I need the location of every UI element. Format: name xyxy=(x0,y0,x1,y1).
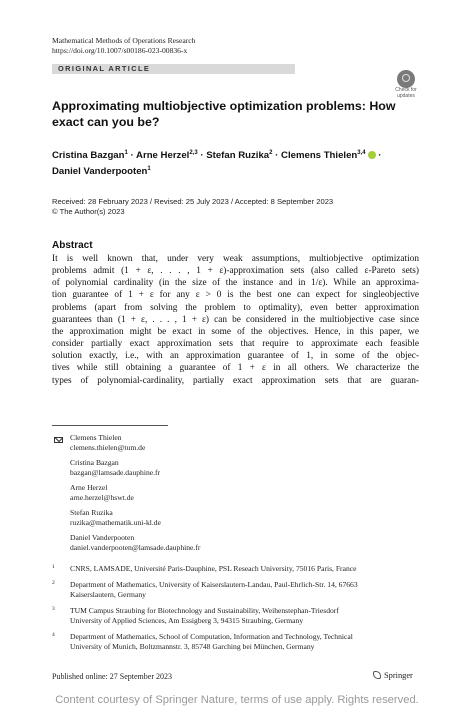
journal-name: Mathematical Methods of Operations Research xyxy=(52,36,196,45)
affiliation-number: 2 xyxy=(52,580,55,586)
abstract-line: problems admit (1 + ε, . . . , 1 + ε)-approximation sets (also called ε-Pareto sets) xyxy=(52,266,419,277)
contact-list xyxy=(70,433,200,558)
abstract-line: types of polynomial-cardinality, partially exact approximation sets that are guaran- xyxy=(52,375,419,386)
contact-email[interactable]: ruzika@mathematik.uni-kl.de xyxy=(70,518,161,527)
abstract-line: tives while still obtaining a guarantee of 1 + ε in all others. We characterize the xyxy=(52,363,419,374)
copyright-line: © The Author(s) 2023 xyxy=(52,207,125,216)
courtesy-notice: Content courtesy of Springer Nature, terms of use apply. Rights reserved. xyxy=(55,694,419,706)
footnote-divider xyxy=(52,425,168,426)
contact-entry xyxy=(70,533,200,553)
article-title: Approximating multiobjective optimization problems: How exact can you be? xyxy=(52,99,396,129)
affiliation-entry: 1 CNRS, LAMSADE, Université Paris-Dauphine, PSL Reseach University, 75016 Paris, France xyxy=(52,564,357,573)
abstract-heading: Abstract xyxy=(52,240,93,251)
abstract-line: consider partially exact approximation sets that require to approximate each feasible xyxy=(52,339,419,350)
author-name[interactable]: Cristina Bazgan$^1$ xyxy=(52,150,128,161)
journal-header xyxy=(52,36,195,56)
doi-link[interactable]: https://doi.org/10.1007/s00186-023-00836-x xyxy=(52,46,188,55)
abstract-body xyxy=(52,253,419,387)
contact-name: Stefan Ruzika xyxy=(70,508,113,517)
abstract-line: solution exactly, i.e., with an approximation guarantee of 1, in some of the objec- xyxy=(52,351,419,362)
article-dates xyxy=(52,197,333,217)
affiliation-entry: 2 Department of Mathematics, University of Kaiserslautern-Landau, Paul-Ehrlich-Str. 14, 67663 Kaiserslautern, Germany xyxy=(52,580,358,599)
affiliation-number: 3 xyxy=(52,606,55,612)
springer-horse-icon xyxy=(373,671,381,679)
check-updates-label: Check for updates xyxy=(395,87,417,99)
check-for-updates-badge[interactable] xyxy=(392,70,420,100)
contact-name: Cristina Bazgan xyxy=(70,458,119,467)
affiliation-list xyxy=(52,564,420,658)
history-dates: Received: 28 February 2023 / Revised: 25 July 2023 / Accepted: 8 September 2023 xyxy=(52,197,334,206)
contact-entry xyxy=(70,508,200,528)
abstract-line: tion guarantee of 1 + ε for any ε > 0 is the best one can expect for singleobjective xyxy=(52,290,419,301)
contact-name: Arne Herzel xyxy=(70,483,108,492)
contact-entry xyxy=(70,483,200,503)
article-type-bar xyxy=(52,64,295,74)
abstract-line: guarantees than (1 + ε, . . . , 1 + ε) can be considered in the multiobjective case since xyxy=(52,314,419,325)
contact-email[interactable]: daniel.vanderpooten@lamsade.dauphine.fr xyxy=(70,543,201,552)
author-name[interactable]: Arne Herzel$^{2,3}$ xyxy=(136,150,198,161)
published-online: Published online: 27 September 2023 xyxy=(52,672,172,681)
abstract-line: It is well known that, under very weak assumptions, multiobjective optimization xyxy=(52,254,419,264)
abstract-line: the approximation might be exact in some of the objectives. Hence, in this paper, we xyxy=(52,326,419,337)
check-updates-icon xyxy=(397,70,415,88)
contact-email[interactable]: arne.herzel@hswt.de xyxy=(70,493,134,502)
author-name[interactable]: Daniel Vanderpooten$^1$ xyxy=(52,166,151,177)
abstract-line: problems (apart from solving the problem to optimality), even better approximation xyxy=(52,302,419,313)
affiliation-entry: 3 TUM Campus Straubing for Biotechnology and Sustainability, Weihenstephan-Triesdorf University of Applied Sciences, Am Essigberg 3, 94315 Straubing, Germany xyxy=(52,606,339,625)
publisher-logo: Springer xyxy=(373,671,413,680)
affiliation-number: 4 xyxy=(52,632,55,638)
author-list: Cristina Bazgan$^1$ · Arne Herzel$^{2,3}$ · Stefan Ruzika$^2$ · Clemens Thielen$^{3,4}$ · Daniel Vanderpooten$^1$ xyxy=(52,150,382,177)
contact-entry xyxy=(70,433,200,453)
author-name[interactable]: Clemens Thielen$^{3,4}$ xyxy=(281,150,366,161)
envelope-icon xyxy=(54,437,63,443)
affiliation-entry: 4 Department of Mathematics, School of Computation, Information and Technology, Technical University of Munich, Boltzmannstr. 3, 85748 Garching bei München, Germany xyxy=(52,632,353,651)
contact-name: Daniel Vanderpooten xyxy=(70,533,135,542)
contact-email[interactable]: clemens.thielen@tum.de xyxy=(70,443,146,452)
abstract-line: of polynomial cardinality (in the size of the instance and in 1/ε). While an approxima- xyxy=(52,278,419,289)
affiliation-number: 1 xyxy=(52,564,55,570)
author-name[interactable]: Stefan Ruzika$^2$ xyxy=(206,150,273,161)
orcid-icon[interactable] xyxy=(368,151,376,159)
article-type-label: ORIGINAL ARTICLE xyxy=(58,64,151,73)
contact-name: Clemens Thielen xyxy=(70,433,122,442)
contact-entry xyxy=(70,458,200,478)
contact-email[interactable]: bazgan@lamsade.dauphine.fr xyxy=(70,468,161,477)
